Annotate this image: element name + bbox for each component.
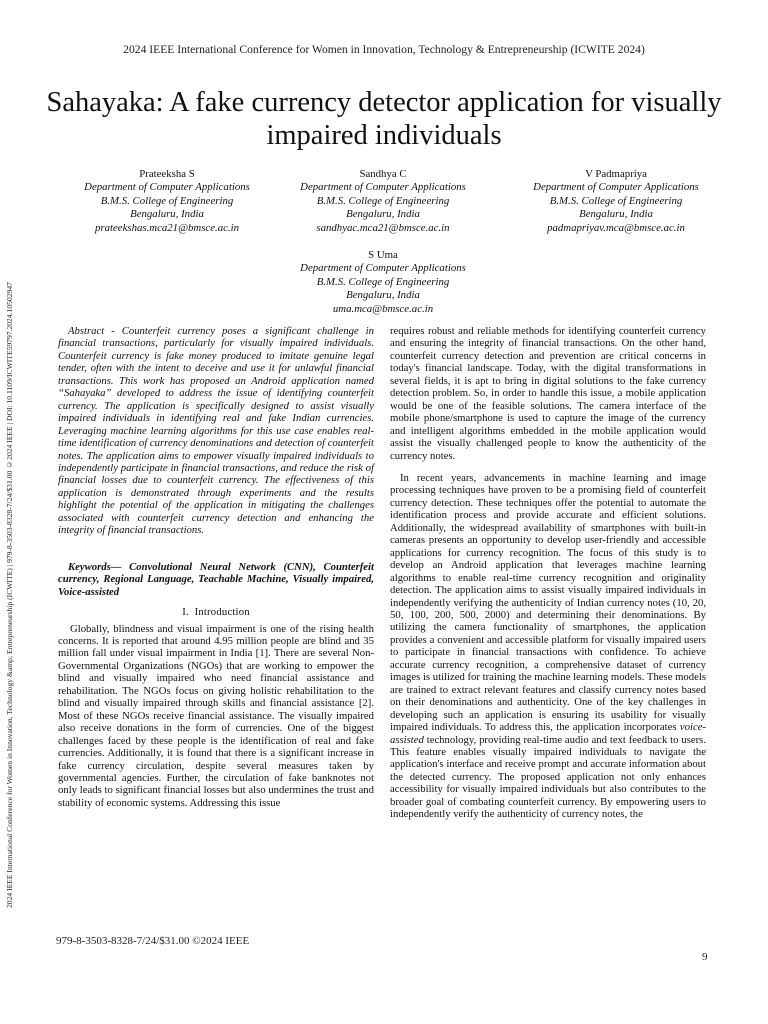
footer-copyright: 979-8-3503-8328-7/24/$31.00 ©2024 IEEE xyxy=(56,935,250,947)
author-college: B.M.S. College of Engineering xyxy=(100,194,234,207)
section-heading-introduction xyxy=(58,606,374,618)
doi-side-strip: 2024 IEEE International Conference for Women in Innovation, Technology &amp; Entrepreneurship (ICWITE) | 979-8-3503-8328-7/24/$31.00 ©2024 IEEE | DOI: 10.1109/ICWITE59797.2024.10502947 xyxy=(5,282,14,908)
author-department: Department of Computer Applications xyxy=(533,181,699,194)
author-name: Prateeksha S xyxy=(139,168,195,180)
italic-term: voice-assisted xyxy=(390,721,706,746)
page-number: 9 xyxy=(702,951,708,963)
author-department: Department of Computer Applications xyxy=(84,181,250,194)
author-name: V Padmapriya xyxy=(585,168,647,180)
abstract: Abstract - Counterfeit currency poses a significant challenge in financial transactions, particularly for visually impaired individuals. Counterfeit currency is fake money produced to imitate genuine legal tender, often with the intent to deceive and use it for unlawful financial transactions. This work has proposed an Android application named “Sahayaka” developed to address the issue of identifying counterfeit currency. The application is specifically designed to assist visually impaired individuals in identifying real and fake Indian currencies. Leveraging machine learning algorithms for this use case enables real-time identification of currency denominations and detection of counterfeit notes. The application aims to empower visually impaired individuals to independently participate in financial transactions, and reduce the risk of financial losses due to counterfeit currency. The effectiveness of this application is demonstrated through experiments and the results highlight the potential of the application in mitigating the challenges associated with counterfeit currency detection and enhancing the integrity of financial transactions. xyxy=(58,325,374,537)
author-college: B.M.S. College of Engineering xyxy=(316,194,450,207)
paragraph-text: In recent years, advancements in machine learning and image processing techniques have proven to be a promising field of counterfeit currency detection. These techniques offer the potential to automate the identification process and provide accurate and efficient solutions. Additionally, the widespread availability of smartphones with built-in cameras presents an opportunity to develop user-friendly and accessible applications for currency recognition. The focus of this study is to develop an Android application that leverages machine learning algorithms to enable real-time currency recognition and originality detection. The application aims to assist visually impaired individuals in independently verifying the authenticity of Indian currency notes (10, 20, 50, 100, 200, 500, 2000) and determining their denominations. By utilizing the camera functionality of smartphones, the application provides a convenient and accessible platform for visually impaired users to participate in financial transactions with confidence. To achieve accurate currency recognition, a comprehensive dataset of currency images is utilized for training the machine learning models. These models are trained to extract relevant features and classify currency notes based on their denominations and authenticity. One of the key challenges in developing such an application is ensuring its usability for visually impaired individuals. To address this, the application incorporates xyxy=(390,471,706,734)
right-column xyxy=(390,325,706,821)
right-paragraph-1: requires robust and reliable methods for identifying counterfeit currency and ensuring the integrity of financial transactions. On the other hand, counterfeit currency detection and prevention are critical concerns in today's financial landscape. Today, with the digital transformations in several fields, it is apt to bring in digital solutions to the fake currency detection problem. So, in order to handle this issue, a mobile application would be one of the feasible solutions. The camera interface of the mobile phone/smartphone is used to capture the image of the currency and intelligent algorithms embedded in the mobile application would assist the visually challenged people to know the authenticity of the currency notes. xyxy=(390,325,706,462)
keywords: Keywords— Convolutional Neural Network (CNN), Counterfeit currency, Regional Language, Teachable Machine, Visually impaired, Voice-assisted xyxy=(58,560,374,598)
author-college: B.M.S. College of Engineering xyxy=(316,275,450,288)
author-block-4 xyxy=(263,249,503,316)
author-email: sandhyac.mca21@bmsce.ac.in xyxy=(316,221,450,234)
introduction-paragraph: Globally, blindness and visual impairment is one of the rising health concerns. It is reported that around 4.95 million people are blind and 35 million fall under visual impairment in India [1]. There are several Non-Governmental Organizations (NGOs) that are working to empower the blind and visually impaired who need financial assistance and rehabilitation. The NGOs focus on giving holistic rehabilitation to the blind and visually impaired through skills and financial assistance [2]. Most of these NGOs receive financial assistance. The visually impaired also receive donations in the form of currencies. One of the biggest challenges faced by these people is the identification of real and fake currencies. Additionally, it is found that there is a significant increase in fake currency circulation, despite several measures taken by governmental agencies. Further, the circulation of fake banknotes not only leads to significant financial losses but also undermines the trust and stability of economic systems. Addressing this issue xyxy=(58,622,374,809)
author-college: B.M.S. College of Engineering xyxy=(549,194,683,207)
paper-title: Sahayaka: A fake currency detector application for visually impaired individuals xyxy=(46,87,722,151)
author-city: Bengaluru, India xyxy=(130,208,204,221)
author-department: Department of Computer Applications xyxy=(300,262,466,275)
left-column xyxy=(58,325,374,809)
author-name: Sandhya C xyxy=(359,168,407,180)
author-city: Bengaluru, India xyxy=(346,289,420,302)
right-paragraph-2 xyxy=(390,472,706,821)
author-city: Bengaluru, India xyxy=(579,208,653,221)
author-block-3 xyxy=(496,168,736,235)
section-number: I. xyxy=(182,606,189,619)
author-email: padmapriyav.mca@bmsce.ac.in xyxy=(547,221,685,234)
conference-header: 2024 IEEE International Conference for Women in Innovation, Technology & Entrepreneurship (ICWITE 2024) xyxy=(123,43,645,56)
author-email: prateekshas.mca21@bmsce.ac.in xyxy=(95,221,239,234)
section-title: Introduction xyxy=(194,606,250,619)
author-block-2 xyxy=(263,168,503,235)
author-email: uma.mca@bmsce.ac.in xyxy=(332,302,434,315)
author-city: Bengaluru, India xyxy=(346,208,420,221)
author-name: S Uma xyxy=(368,249,398,261)
author-block-1 xyxy=(47,168,287,235)
author-department: Department of Computer Applications xyxy=(300,181,466,194)
paragraph-text: technology, providing real-time audio and text feedback to users. This feature enables visually impaired individuals to navigate the application's interface and receive prompt and accurate information about the detected currency. The proposed application not only enhances accessibility for visually impaired individuals but also contributes to the broader goal of combating counterfeit currency. By empowering users to independently verify the authenticity of currency notes, the xyxy=(390,733,706,821)
